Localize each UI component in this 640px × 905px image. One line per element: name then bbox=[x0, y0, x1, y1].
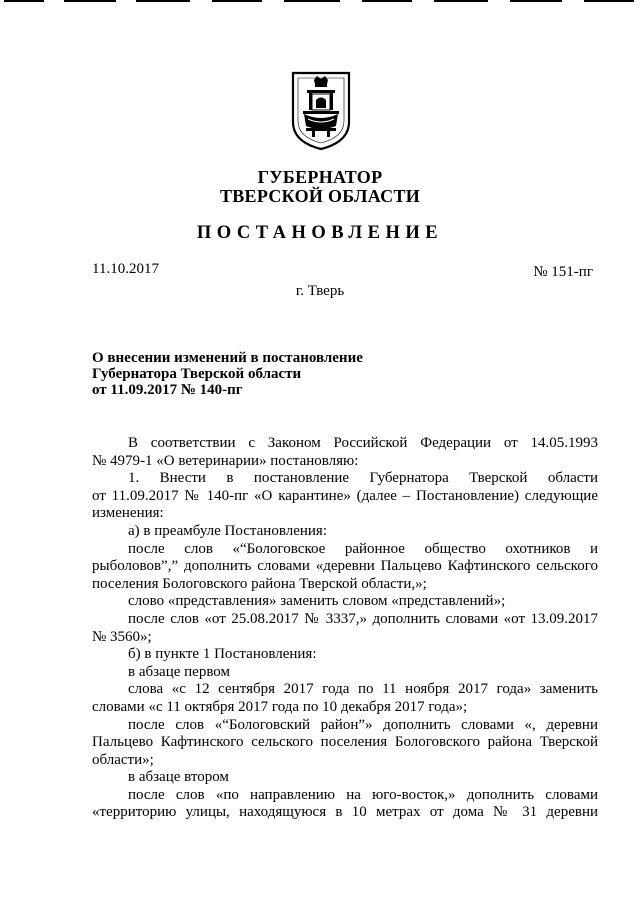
body-line: № 4979-1 «О ветеринарии» постановляю: bbox=[92, 452, 359, 469]
body-line: в абзаце втором bbox=[128, 769, 229, 786]
body-line: 1. Внести в постановление Губернатора Тверской области bbox=[128, 470, 598, 487]
body-line: В соответствии с Законом Российской Федерации от 14.05.1993 bbox=[128, 435, 598, 451]
body-line: словами «с 11 октября 2017 года по 10 декабря 2017 года»; bbox=[92, 698, 468, 715]
subject-line: от 11.09.2017 № 140-пг bbox=[92, 382, 243, 398]
body-line: в абзаце первом bbox=[128, 663, 231, 680]
document-subject bbox=[92, 350, 363, 398]
document-city: г. Тверь bbox=[295, 283, 345, 299]
body-line: а) в преамбуле Постановления: bbox=[128, 522, 327, 539]
body-line: после слов «по направлению на юго-восток,» дополнить словами bbox=[128, 786, 598, 803]
body-line: после слов «от 25.08.2017 № 3337,» дополнить словами «от 13.09.2017 bbox=[128, 610, 598, 627]
body-line: от 11.09.2017 № 140-пг «О карантине» (далее – Постановление) следующие bbox=[92, 487, 598, 504]
body-line: поселения Бологовского района Тверской области,»; bbox=[92, 575, 427, 592]
subject-line: Губернатора Тверской области bbox=[92, 366, 302, 382]
document-date: 11.10.2017 bbox=[92, 261, 159, 277]
issuer-title-line2: ТВЕРСКОЙ ОБЛАСТИ bbox=[219, 186, 421, 206]
document-number: № 151-пг bbox=[533, 264, 593, 280]
coat-of-arms-emblem bbox=[290, 70, 352, 152]
body-line: слово «представления» заменить словом «представлений»; bbox=[128, 593, 506, 610]
body-line: рыболовов”,” дополнить словами «деревни Пальцево Кафтинского сельского bbox=[92, 558, 598, 575]
body-line: изменения: bbox=[92, 505, 164, 522]
document-type-heading: ПОСТАНОВЛЕНИЕ bbox=[196, 223, 444, 243]
document-body bbox=[92, 435, 598, 822]
body-line: области»; bbox=[92, 751, 154, 768]
subject-line: О внесении изменений в постановление bbox=[92, 350, 363, 366]
body-line: после слов «“Бологовское районное общество охотников и bbox=[128, 540, 598, 557]
body-line: после слов «“Бологовский район”» дополнить словами «, деревни bbox=[128, 716, 598, 733]
body-line: «территорию улицы, находящуюся в 10 метрах от дома № 31 деревни bbox=[92, 804, 598, 821]
body-line: слова «с 12 сентября 2017 года по 11 ноября 2017 года» заменить bbox=[128, 681, 598, 698]
body-line: б) в пункте 1 Постановления: bbox=[128, 646, 317, 663]
scan-top-border bbox=[0, 0, 640, 2]
body-line: № 3560»; bbox=[92, 628, 152, 645]
body-line: Пальцево Кафтинского сельского поселения Бологовского района Тверской bbox=[92, 734, 598, 751]
issuer-title-line1: ГУБЕРНАТОР bbox=[257, 167, 383, 187]
